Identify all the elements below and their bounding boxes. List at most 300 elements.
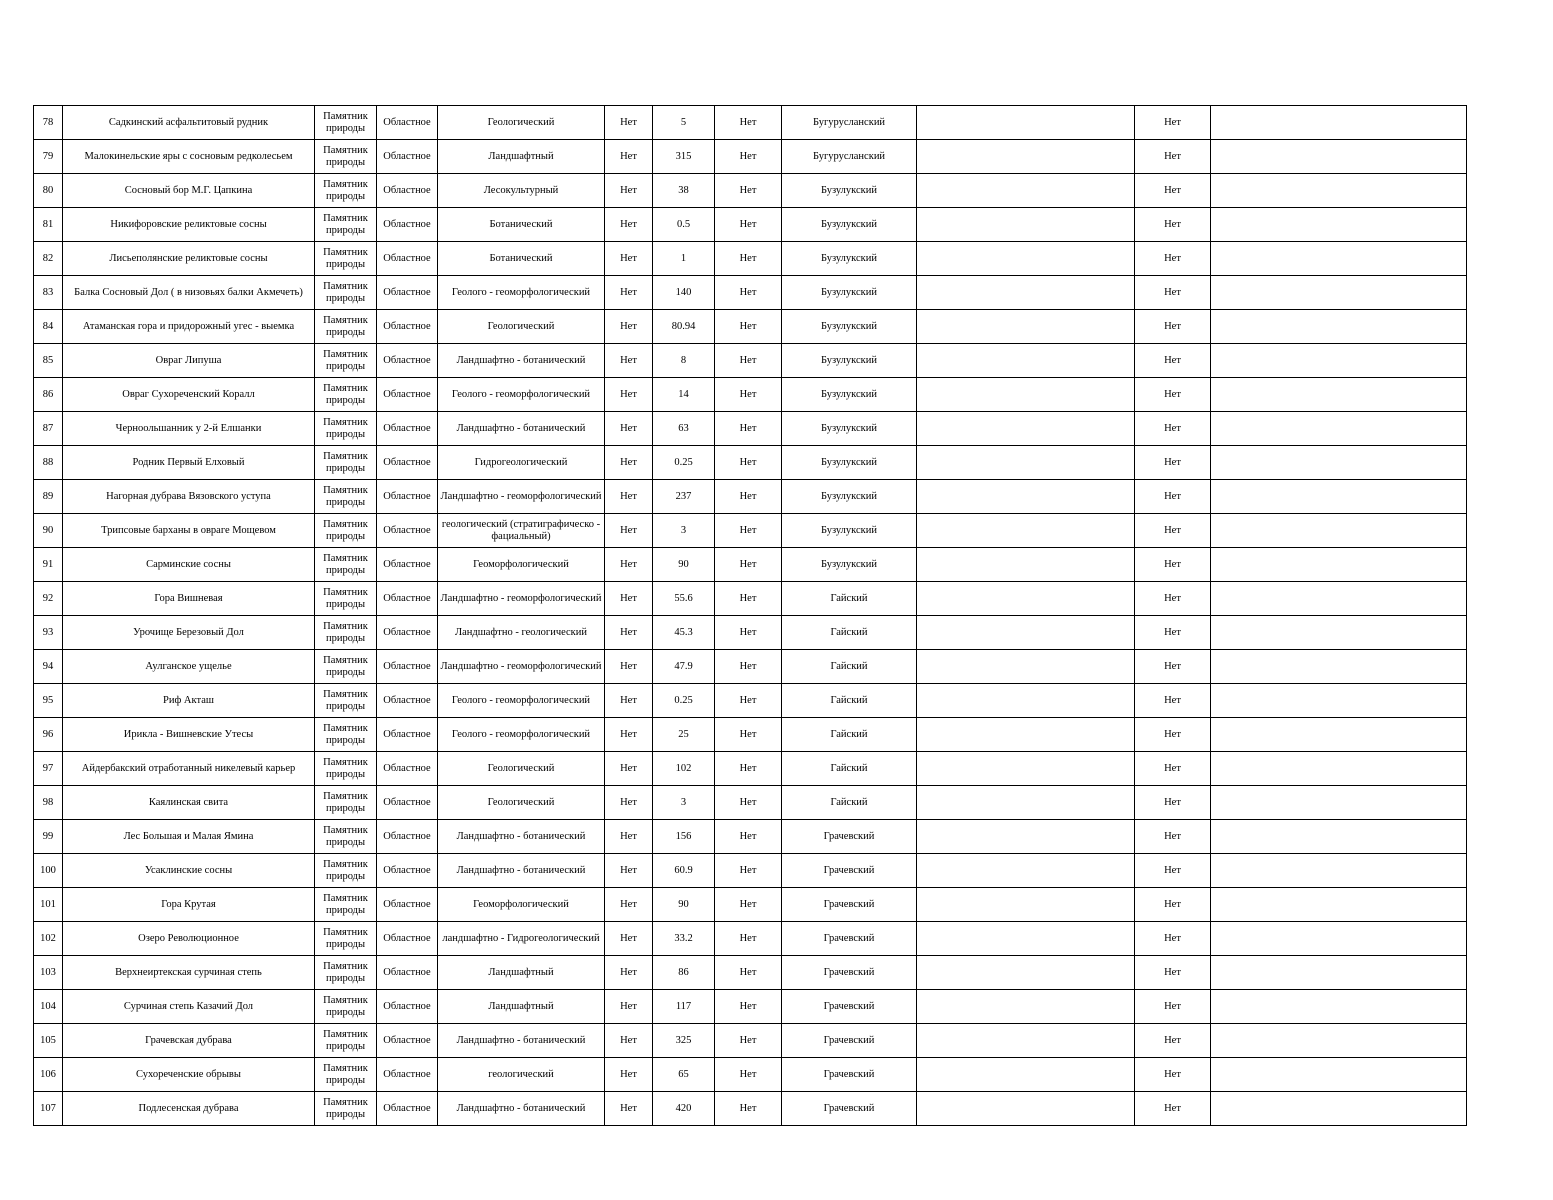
area-cell: 1	[653, 242, 715, 276]
flag-cell: Нет	[715, 446, 782, 480]
object-name-cell: Урочище Березовый Дол	[63, 616, 315, 650]
area-cell: 14	[653, 378, 715, 412]
flag-cell: Нет	[1135, 106, 1211, 140]
area-cell: 90	[653, 888, 715, 922]
table-row	[34, 242, 1467, 276]
district-cell: Гайский	[782, 650, 917, 684]
profile-cell: Геологический	[438, 752, 605, 786]
object-type-cell: Памятник природы	[315, 922, 377, 956]
district-cell: Гайский	[782, 684, 917, 718]
object-type-cell: Памятник природы	[315, 684, 377, 718]
flag-cell: Нет	[715, 548, 782, 582]
object-type-cell: Памятник природы	[315, 106, 377, 140]
empty-cell	[917, 514, 1135, 548]
flag-cell: Нет	[605, 786, 653, 820]
object-type-cell: Памятник природы	[315, 718, 377, 752]
object-type-cell: Памятник природы	[315, 956, 377, 990]
table-row	[34, 310, 1467, 344]
object-name-cell: Озеро Революционное	[63, 922, 315, 956]
empty-cell	[1211, 140, 1467, 174]
flag-cell: Нет	[715, 820, 782, 854]
district-cell: Грачевский	[782, 1024, 917, 1058]
flag-cell: Нет	[1135, 854, 1211, 888]
district-cell: Бузулукский	[782, 242, 917, 276]
flag-cell: Нет	[605, 1092, 653, 1126]
district-cell: Бузулукский	[782, 174, 917, 208]
table-row	[34, 820, 1467, 854]
object-name-cell: Грачевская дубрава	[63, 1024, 315, 1058]
row-number-cell: 80	[34, 174, 63, 208]
row-number-cell: 104	[34, 990, 63, 1024]
district-cell: Бузулукский	[782, 344, 917, 378]
flag-cell: Нет	[715, 140, 782, 174]
flag-cell: Нет	[605, 922, 653, 956]
flag-cell: Нет	[715, 1092, 782, 1126]
empty-cell	[917, 310, 1135, 344]
empty-cell	[917, 446, 1135, 480]
object-type-cell: Памятник природы	[315, 786, 377, 820]
profile-cell: Ботанический	[438, 208, 605, 242]
table-row	[34, 1092, 1467, 1126]
profile-cell: Ландшафтно - геоморфологический	[438, 650, 605, 684]
table-row	[34, 378, 1467, 412]
empty-cell	[917, 718, 1135, 752]
table-row	[34, 106, 1467, 140]
empty-cell	[1211, 480, 1467, 514]
flag-cell: Нет	[715, 990, 782, 1024]
document-table-container	[33, 105, 1467, 1126]
flag-cell: Нет	[1135, 820, 1211, 854]
flag-cell: Нет	[715, 378, 782, 412]
flag-cell: Нет	[715, 310, 782, 344]
flag-cell: Нет	[605, 548, 653, 582]
flag-cell: Нет	[1135, 650, 1211, 684]
significance-cell: Областное	[377, 276, 438, 310]
profile-cell: Ландшафтно - ботанический	[438, 854, 605, 888]
empty-cell	[1211, 514, 1467, 548]
significance-cell: Областное	[377, 888, 438, 922]
profile-cell: Геолого - геоморфологический	[438, 276, 605, 310]
flag-cell: Нет	[605, 752, 653, 786]
flag-cell: Нет	[1135, 888, 1211, 922]
flag-cell: Нет	[605, 208, 653, 242]
area-cell: 80.94	[653, 310, 715, 344]
flag-cell: Нет	[1135, 582, 1211, 616]
significance-cell: Областное	[377, 208, 438, 242]
object-type-cell: Памятник природы	[315, 1092, 377, 1126]
object-type-cell: Памятник природы	[315, 412, 377, 446]
profile-cell: Ландшафтно - геоморфологический	[438, 582, 605, 616]
significance-cell: Областное	[377, 1092, 438, 1126]
profile-cell: Ландшафтно - ботанический	[438, 820, 605, 854]
district-cell: Грачевский	[782, 1092, 917, 1126]
flag-cell: Нет	[1135, 446, 1211, 480]
profile-cell: Геолого - геоморфологический	[438, 718, 605, 752]
table-row	[34, 446, 1467, 480]
flag-cell: Нет	[715, 582, 782, 616]
flag-cell: Нет	[605, 378, 653, 412]
flag-cell: Нет	[1135, 752, 1211, 786]
row-number-cell: 107	[34, 1092, 63, 1126]
flag-cell: Нет	[1135, 616, 1211, 650]
flag-cell: Нет	[605, 1058, 653, 1092]
flag-cell: Нет	[715, 1058, 782, 1092]
table-row	[34, 344, 1467, 378]
object-type-cell: Памятник природы	[315, 378, 377, 412]
empty-cell	[917, 140, 1135, 174]
empty-cell	[917, 990, 1135, 1024]
row-number-cell: 82	[34, 242, 63, 276]
table-row	[34, 1024, 1467, 1058]
district-cell: Бузулукский	[782, 446, 917, 480]
district-cell: Бузулукский	[782, 514, 917, 548]
flag-cell: Нет	[1135, 412, 1211, 446]
flag-cell: Нет	[715, 1024, 782, 1058]
object-name-cell: Черноольшанник у 2-й Елшанки	[63, 412, 315, 446]
profile-cell: Ландшафтный	[438, 956, 605, 990]
significance-cell: Областное	[377, 854, 438, 888]
object-name-cell: Нагорная дубрава Вязовского уступа	[63, 480, 315, 514]
object-name-cell: Сурчиная степь Казачий Дол	[63, 990, 315, 1024]
row-number-cell: 88	[34, 446, 63, 480]
row-number-cell: 106	[34, 1058, 63, 1092]
area-cell: 102	[653, 752, 715, 786]
empty-cell	[917, 548, 1135, 582]
object-name-cell: Ирикла - Вишневские Утесы	[63, 718, 315, 752]
district-cell: Грачевский	[782, 990, 917, 1024]
row-number-cell: 99	[34, 820, 63, 854]
empty-cell	[917, 854, 1135, 888]
table-row	[34, 752, 1467, 786]
flag-cell: Нет	[1135, 1024, 1211, 1058]
empty-cell	[917, 208, 1135, 242]
object-type-cell: Памятник природы	[315, 752, 377, 786]
significance-cell: Областное	[377, 990, 438, 1024]
object-type-cell: Памятник природы	[315, 514, 377, 548]
empty-cell	[1211, 1058, 1467, 1092]
flag-cell: Нет	[605, 990, 653, 1024]
empty-cell	[1211, 922, 1467, 956]
empty-cell	[1211, 446, 1467, 480]
flag-cell: Нет	[605, 174, 653, 208]
flag-cell: Нет	[1135, 548, 1211, 582]
row-number-cell: 89	[34, 480, 63, 514]
empty-cell	[917, 616, 1135, 650]
area-cell: 315	[653, 140, 715, 174]
empty-cell	[917, 242, 1135, 276]
empty-cell	[917, 1058, 1135, 1092]
object-name-cell: Подлесенская дубрава	[63, 1092, 315, 1126]
table-row	[34, 650, 1467, 684]
profile-cell: Геологический	[438, 106, 605, 140]
profile-cell: геологический (стратиграфическо - фациальный)	[438, 514, 605, 548]
empty-cell	[917, 582, 1135, 616]
empty-cell	[1211, 378, 1467, 412]
object-name-cell: Гора Вишневая	[63, 582, 315, 616]
significance-cell: Областное	[377, 616, 438, 650]
empty-cell	[1211, 650, 1467, 684]
row-number-cell: 102	[34, 922, 63, 956]
object-name-cell: Лес Большая и Малая Ямина	[63, 820, 315, 854]
flag-cell: Нет	[715, 616, 782, 650]
row-number-cell: 96	[34, 718, 63, 752]
area-cell: 156	[653, 820, 715, 854]
significance-cell: Областное	[377, 718, 438, 752]
table-row	[34, 412, 1467, 446]
flag-cell: Нет	[1135, 140, 1211, 174]
flag-cell: Нет	[715, 242, 782, 276]
district-cell: Гайский	[782, 786, 917, 820]
table-row	[34, 922, 1467, 956]
significance-cell: Областное	[377, 344, 438, 378]
profile-cell: Гидрогеологический	[438, 446, 605, 480]
empty-cell	[1211, 412, 1467, 446]
row-number-cell: 83	[34, 276, 63, 310]
empty-cell	[1211, 276, 1467, 310]
profile-cell: Геолого - геоморфологический	[438, 378, 605, 412]
object-type-cell: Памятник природы	[315, 140, 377, 174]
object-type-cell: Памятник природы	[315, 276, 377, 310]
row-number-cell: 85	[34, 344, 63, 378]
flag-cell: Нет	[605, 854, 653, 888]
object-name-cell: Сосновый бор М.Г. Цапкина	[63, 174, 315, 208]
area-cell: 420	[653, 1092, 715, 1126]
object-type-cell: Памятник природы	[315, 242, 377, 276]
district-cell: Бугурусланский	[782, 140, 917, 174]
empty-cell	[917, 1092, 1135, 1126]
table-row	[34, 854, 1467, 888]
significance-cell: Областное	[377, 412, 438, 446]
area-cell: 0.5	[653, 208, 715, 242]
area-cell: 325	[653, 1024, 715, 1058]
object-name-cell: Сарминские сосны	[63, 548, 315, 582]
object-type-cell: Памятник природы	[315, 208, 377, 242]
object-name-cell: Каялинская свита	[63, 786, 315, 820]
significance-cell: Областное	[377, 480, 438, 514]
object-type-cell: Памятник природы	[315, 1058, 377, 1092]
significance-cell: Областное	[377, 684, 438, 718]
flag-cell: Нет	[605, 1024, 653, 1058]
flag-cell: Нет	[1135, 514, 1211, 548]
area-cell: 60.9	[653, 854, 715, 888]
flag-cell: Нет	[605, 684, 653, 718]
object-name-cell: Овраг Сухореченский Коралл	[63, 378, 315, 412]
flag-cell: Нет	[1135, 990, 1211, 1024]
flag-cell: Нет	[1135, 786, 1211, 820]
profile-cell: Геологический	[438, 786, 605, 820]
table-row	[34, 582, 1467, 616]
empty-cell	[917, 752, 1135, 786]
district-cell: Бузулукский	[782, 548, 917, 582]
flag-cell: Нет	[605, 140, 653, 174]
area-cell: 45.3	[653, 616, 715, 650]
row-number-cell: 95	[34, 684, 63, 718]
table-row	[34, 140, 1467, 174]
significance-cell: Областное	[377, 650, 438, 684]
flag-cell: Нет	[605, 276, 653, 310]
object-name-cell: Балка Сосновый Дол ( в низовьях балки Акмечеть)	[63, 276, 315, 310]
object-name-cell: Сухореченские обрывы	[63, 1058, 315, 1092]
profile-cell: Лесокультурный	[438, 174, 605, 208]
significance-cell: Областное	[377, 446, 438, 480]
object-name-cell: Садкинский асфальтитовый рудник	[63, 106, 315, 140]
object-name-cell: Овраг Липуша	[63, 344, 315, 378]
row-number-cell: 105	[34, 1024, 63, 1058]
empty-cell	[1211, 820, 1467, 854]
object-name-cell: Верхнеиртекская сурчиная степь	[63, 956, 315, 990]
flag-cell: Нет	[605, 888, 653, 922]
flag-cell: Нет	[605, 650, 653, 684]
flag-cell: Нет	[605, 446, 653, 480]
flag-cell: Нет	[715, 208, 782, 242]
empty-cell	[1211, 242, 1467, 276]
row-number-cell: 78	[34, 106, 63, 140]
significance-cell: Областное	[377, 1024, 438, 1058]
empty-cell	[1211, 548, 1467, 582]
profile-cell: Ботанический	[438, 242, 605, 276]
district-cell: Грачевский	[782, 820, 917, 854]
object-type-cell: Памятник природы	[315, 854, 377, 888]
profile-cell: Ландшафтный	[438, 140, 605, 174]
flag-cell: Нет	[1135, 344, 1211, 378]
flag-cell: Нет	[1135, 1092, 1211, 1126]
object-type-cell: Памятник природы	[315, 1024, 377, 1058]
area-cell: 5	[653, 106, 715, 140]
row-number-cell: 100	[34, 854, 63, 888]
row-number-cell: 79	[34, 140, 63, 174]
object-name-cell: Малокинельские яры с сосновым редколесьем	[63, 140, 315, 174]
flag-cell: Нет	[715, 786, 782, 820]
profile-cell: Ландшафтно - геологический	[438, 616, 605, 650]
district-cell: Грачевский	[782, 922, 917, 956]
flag-cell: Нет	[605, 310, 653, 344]
flag-cell: Нет	[605, 344, 653, 378]
empty-cell	[1211, 718, 1467, 752]
significance-cell: Областное	[377, 922, 438, 956]
flag-cell: Нет	[605, 480, 653, 514]
table-row	[34, 174, 1467, 208]
flag-cell: Нет	[715, 854, 782, 888]
district-cell: Грачевский	[782, 956, 917, 990]
flag-cell: Нет	[605, 956, 653, 990]
flag-cell: Нет	[715, 344, 782, 378]
district-cell: Грачевский	[782, 1058, 917, 1092]
table-row	[34, 990, 1467, 1024]
flag-cell: Нет	[1135, 242, 1211, 276]
flag-cell: Нет	[1135, 922, 1211, 956]
empty-cell	[917, 174, 1135, 208]
empty-cell	[917, 956, 1135, 990]
object-name-cell: Айдербакский отработанный никелевый карьер	[63, 752, 315, 786]
significance-cell: Областное	[377, 582, 438, 616]
object-name-cell: Трипсовые барханы в овраге Мощевом	[63, 514, 315, 548]
flag-cell: Нет	[605, 412, 653, 446]
empty-cell	[1211, 956, 1467, 990]
area-cell: 33.2	[653, 922, 715, 956]
profile-cell: Ландшафтный	[438, 990, 605, 1024]
flag-cell: Нет	[1135, 276, 1211, 310]
flag-cell: Нет	[715, 174, 782, 208]
flag-cell: Нет	[1135, 718, 1211, 752]
empty-cell	[1211, 344, 1467, 378]
district-cell: Гайский	[782, 616, 917, 650]
profile-cell: Геоморфологический	[438, 548, 605, 582]
empty-cell	[1211, 616, 1467, 650]
significance-cell: Областное	[377, 820, 438, 854]
flag-cell: Нет	[715, 956, 782, 990]
object-name-cell: Родник Первый Елховый	[63, 446, 315, 480]
area-cell: 3	[653, 514, 715, 548]
table-row	[34, 514, 1467, 548]
area-cell: 25	[653, 718, 715, 752]
row-number-cell: 103	[34, 956, 63, 990]
empty-cell	[917, 344, 1135, 378]
district-cell: Бузулукский	[782, 208, 917, 242]
row-number-cell: 91	[34, 548, 63, 582]
area-cell: 55.6	[653, 582, 715, 616]
flag-cell: Нет	[605, 242, 653, 276]
flag-cell: Нет	[715, 888, 782, 922]
flag-cell: Нет	[605, 106, 653, 140]
flag-cell: Нет	[605, 820, 653, 854]
significance-cell: Областное	[377, 242, 438, 276]
empty-cell	[1211, 310, 1467, 344]
significance-cell: Областное	[377, 140, 438, 174]
empty-cell	[1211, 1092, 1467, 1126]
flag-cell: Нет	[715, 752, 782, 786]
profile-cell: Ландшафтно - ботанический	[438, 1092, 605, 1126]
significance-cell: Областное	[377, 514, 438, 548]
flag-cell: Нет	[715, 106, 782, 140]
flag-cell: Нет	[1135, 208, 1211, 242]
profile-cell: Ландшафтно - ботанический	[438, 344, 605, 378]
object-type-cell: Памятник природы	[315, 344, 377, 378]
empty-cell	[917, 480, 1135, 514]
flag-cell: Нет	[715, 684, 782, 718]
row-number-cell: 86	[34, 378, 63, 412]
significance-cell: Областное	[377, 1058, 438, 1092]
empty-cell	[917, 684, 1135, 718]
object-type-cell: Памятник природы	[315, 480, 377, 514]
row-number-cell: 93	[34, 616, 63, 650]
flag-cell: Нет	[1135, 1058, 1211, 1092]
object-name-cell: Риф Акташ	[63, 684, 315, 718]
empty-cell	[1211, 854, 1467, 888]
table-row	[34, 276, 1467, 310]
significance-cell: Областное	[377, 106, 438, 140]
area-cell: 47.9	[653, 650, 715, 684]
flag-cell: Нет	[605, 718, 653, 752]
flag-cell: Нет	[1135, 684, 1211, 718]
district-cell: Бузулукский	[782, 412, 917, 446]
significance-cell: Областное	[377, 752, 438, 786]
object-name-cell: Гора Крутая	[63, 888, 315, 922]
object-type-cell: Памятник природы	[315, 310, 377, 344]
empty-cell	[1211, 888, 1467, 922]
area-cell: 237	[653, 480, 715, 514]
object-type-cell: Памятник природы	[315, 616, 377, 650]
district-cell: Бузулукский	[782, 480, 917, 514]
object-type-cell: Памятник природы	[315, 820, 377, 854]
area-cell: 0.25	[653, 446, 715, 480]
district-cell: Грачевский	[782, 888, 917, 922]
empty-cell	[917, 276, 1135, 310]
significance-cell: Областное	[377, 548, 438, 582]
empty-cell	[917, 922, 1135, 956]
empty-cell	[1211, 786, 1467, 820]
object-name-cell: Аулганское ущелье	[63, 650, 315, 684]
flag-cell: Нет	[715, 412, 782, 446]
